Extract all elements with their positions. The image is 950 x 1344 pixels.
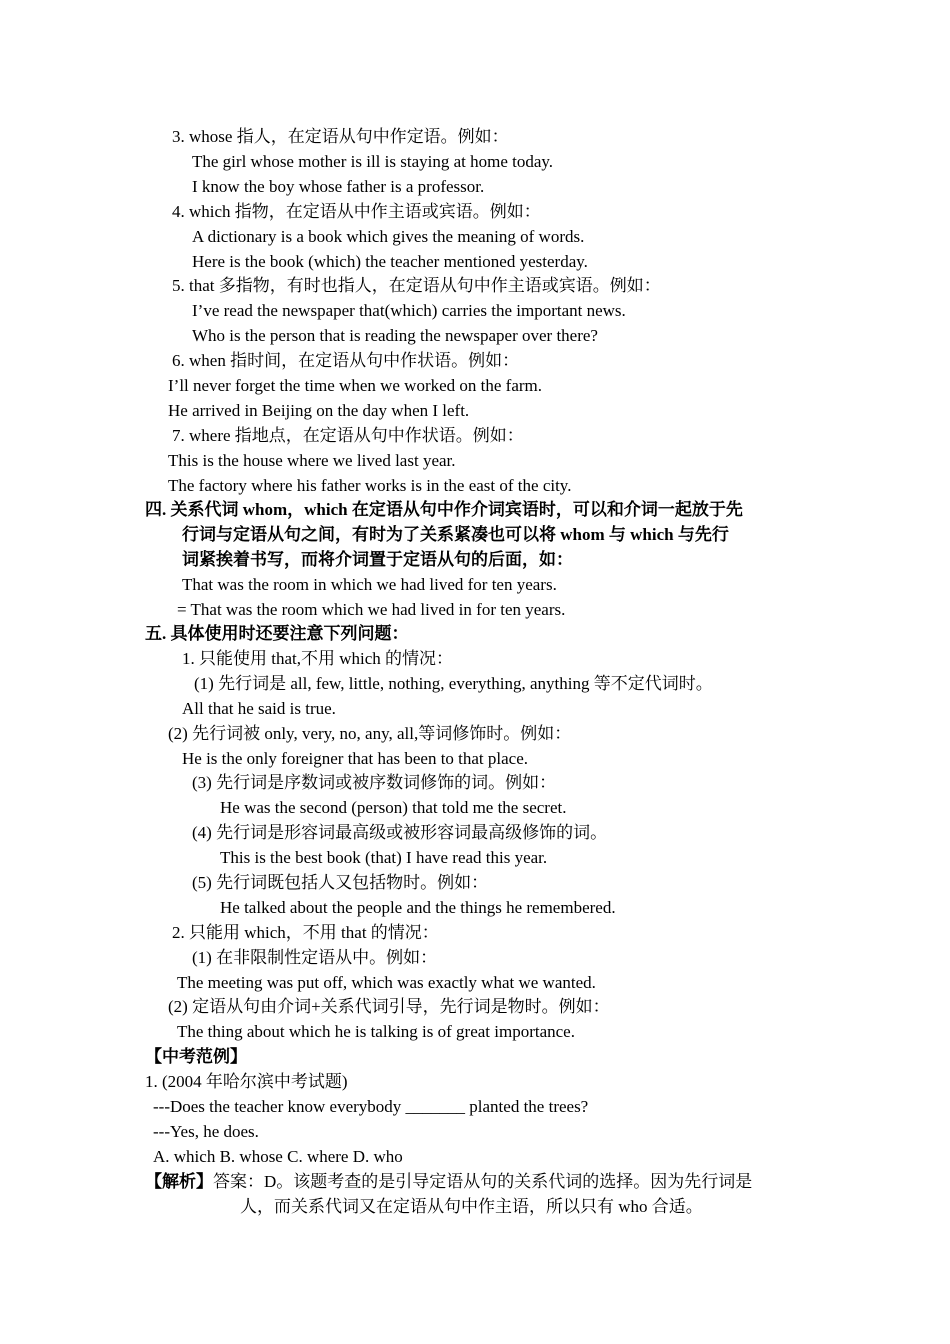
subsection-2: 2. 只能用 which，不用 that 的情况：	[172, 923, 439, 942]
example-text: I know the boy whose father is a professor.	[192, 177, 485, 196]
rule-item: (4) 先行词是形容词最高级或被形容词最高级修饰的词。	[192, 823, 608, 842]
example-text: Here is the book (which) the teacher mentioned yesterday.	[192, 252, 588, 271]
question-number: 1. (2004 年哈尔滨中考试题)	[145, 1072, 348, 1091]
item-3-whose: 3. whose 指人，在定语从句中作定语。例如：	[172, 127, 509, 146]
rule-item: (2) 先行词被 only, very, no, any, all,等词修饰时。例如：	[168, 724, 572, 743]
example-text: He was the second (person) that told me the secret.	[220, 798, 567, 817]
question-text: ---Yes, he does.	[153, 1122, 259, 1141]
exam-examples-heading: 【中考范例】	[145, 1047, 247, 1066]
example-text: The factory where his father works is in the east of the city.	[168, 476, 572, 495]
example-text: He talked about the people and the things he remembered.	[220, 898, 616, 917]
analysis-text: 答案：D。该题考查的是引导定语从句的关系代词的选择。因为先行词是	[213, 1172, 753, 1191]
analysis-tag: 【解析】	[145, 1172, 213, 1191]
example-text: A dictionary is a book which gives the meaning of words.	[192, 227, 585, 246]
answer-options: A. which B. whose C. where D. who	[153, 1147, 403, 1166]
example-text: That was the room in which we had lived for ten years.	[182, 575, 557, 594]
section-4-heading-cont: 词紧挨着书写，而将介词置于定语从句的后面，如：	[182, 550, 573, 569]
example-text: The meeting was put off, which was exactly what we wanted.	[177, 973, 596, 992]
analysis-line	[145, 1170, 752, 1194]
example-text: The thing about which he is talking is of great importance.	[177, 1022, 575, 1041]
section-5-heading: 五. 具体使用时还要注意下列问题：	[145, 624, 409, 643]
example-text: = That was the room which we had lived in for ten years.	[177, 600, 566, 619]
section-4-heading-cont: 行词与定语从句之间，有时为了关系紧凑也可以将 whom 与 which 与先行	[182, 525, 729, 544]
question-text: ---Does the teacher know everybody _______ planted the trees?	[153, 1097, 589, 1116]
rule-item: (2) 定语从句由介词+关系代词引导，先行词是物时。例如：	[168, 997, 610, 1016]
example-text: This is the house where we lived last year.	[168, 451, 456, 470]
rule-item: (5) 先行词既包括人又包括物时。例如：	[192, 873, 489, 892]
section-4-heading: 四. 关系代词 whom，which 在定语从句中作介词宾语时，可以和介词一起放于先	[145, 500, 743, 519]
analysis-text-cont: 人，而关系代词又在定语从句中作主语，所以只有 who 合适。	[240, 1197, 703, 1216]
item-4-which: 4. which 指物，在定语从中作主语或宾语。例如：	[172, 202, 541, 221]
item-6-when: 6. when 指时间，在定语从句中作状语。例如：	[172, 351, 520, 370]
example-text: This is the best book (that) I have read this year.	[220, 848, 548, 867]
example-text: Who is the person that is reading the newspaper over there?	[192, 326, 598, 345]
example-text: I’ve read the newspaper that(which) carries the important news.	[192, 301, 626, 320]
example-text: He is the only foreigner that has been to that place.	[182, 749, 529, 768]
example-text: I’ll never forget the time when we worked on the farm.	[168, 376, 543, 395]
rule-item: (1) 先行词是 all, few, little, nothing, everything, anything 等不定代词时。	[194, 674, 713, 693]
item-5-that: 5. that 多指物，有时也指人，在定语从句中作主语或宾语。例如：	[172, 276, 661, 295]
rule-item: (3) 先行词是序数词或被序数词修饰的词。例如：	[192, 773, 557, 792]
subsection-1: 1. 只能使用 that,不用 which 的情况：	[182, 649, 454, 668]
example-text: The girl whose mother is ill is staying at home today.	[192, 152, 554, 171]
rule-item: (1) 在非限制性定语从中。例如：	[192, 948, 438, 967]
example-text: All that he said is true.	[182, 699, 336, 718]
item-7-where: 7. where 指地点，在定语从句中作状语。例如：	[172, 426, 524, 445]
example-text: He arrived in Beijing on the day when I left.	[168, 401, 470, 420]
